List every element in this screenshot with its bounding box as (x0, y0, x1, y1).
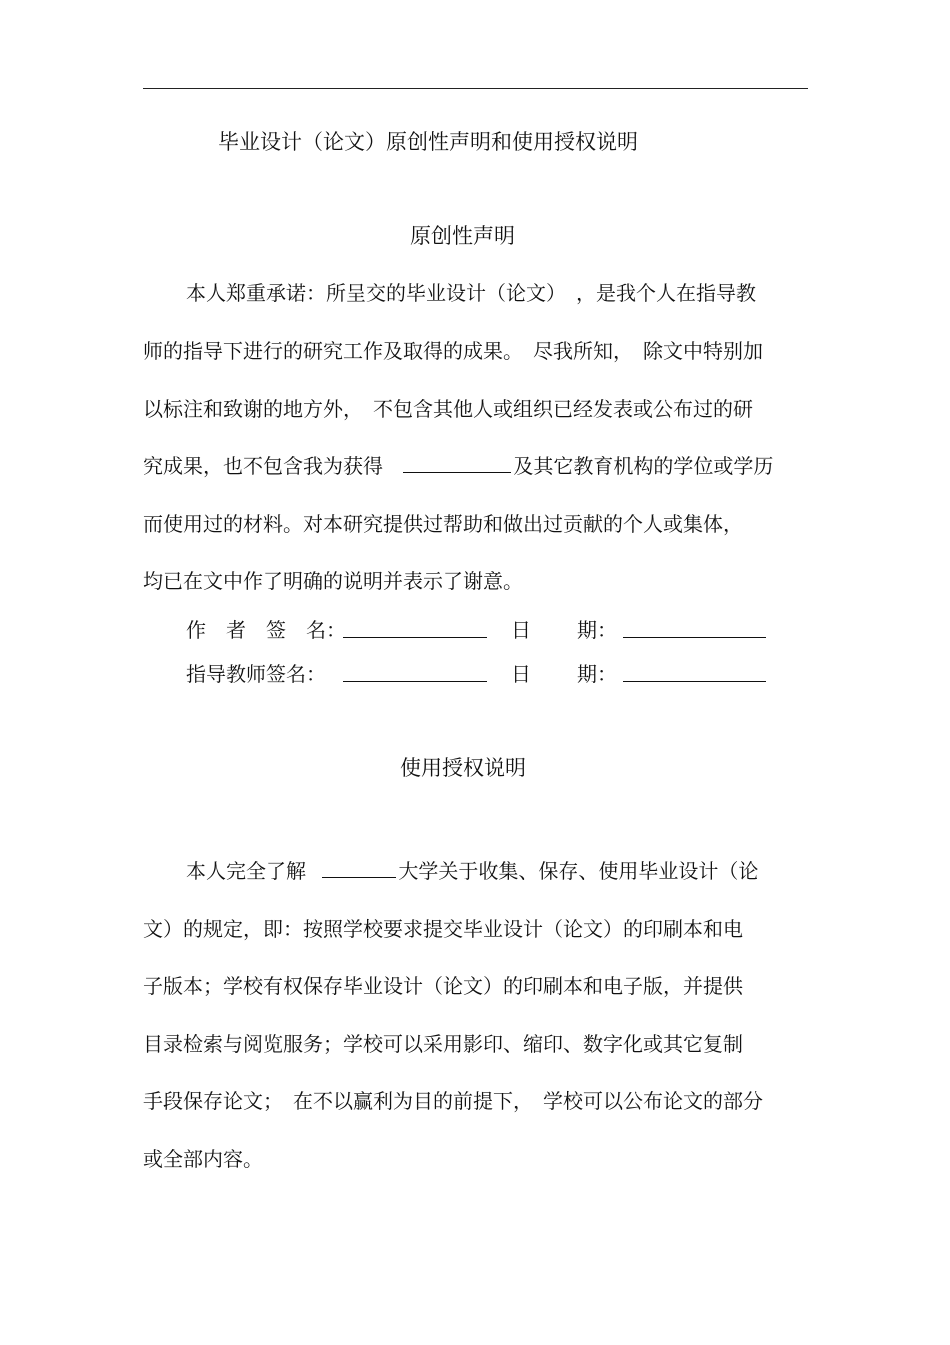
originality-line-3: 以标注和致谢的地方外， 不包含其他人或组织已经发表或公布过的研 (143, 397, 753, 421)
author-signature-label: 作 者 签 名： (186, 618, 346, 642)
authorization-line-2: 文）的规定，即：按照学校要求提交毕业设计（论文）的印刷本和电 (143, 917, 743, 941)
author-signature-line[interactable] (343, 637, 487, 638)
originality-line-6: 均已在文中作了明确的说明并表示了谢意。 (143, 569, 523, 593)
originality-line-1: 本人郑重承诺：所呈交的毕业设计（论文） ，是我个人在指导教 (186, 281, 756, 305)
university-blank (322, 859, 396, 878)
document-title: 毕业设计（论文）原创性声明和使用授权说明 (218, 130, 638, 154)
line4-before: 究成果，也不包含我为获得 (143, 454, 383, 478)
line4-after: 及其它教育机构的学位或学历 (513, 454, 774, 478)
degree-blank (403, 454, 511, 473)
advisor-date-label-b: 期： (577, 662, 617, 686)
auth-line1-after: 大学关于收集、保存、使用毕业设计（论 (398, 859, 759, 883)
author-date-line[interactable] (623, 637, 766, 638)
auth-line1-before: 本人完全了解 (186, 859, 306, 883)
authorization-line-5: 手段保存论文； 在不以赢利为目的前提下， 学校可以公布论文的部分 (143, 1089, 763, 1113)
author-date-label-b: 期： (577, 618, 617, 642)
author-date-label-a: 日 (511, 618, 531, 642)
advisor-signature-line[interactable] (343, 681, 487, 682)
authorization-heading: 使用授权说明 (400, 756, 526, 780)
advisor-date-line[interactable] (623, 681, 766, 682)
advisor-date-label-a: 日 (511, 662, 531, 686)
authorization-line-4: 目录检索与阅览服务；学校可以采用影印、缩印、数字化或其它复制 (143, 1032, 743, 1056)
authorization-line-6: 或全部内容。 (143, 1147, 263, 1171)
authorization-line-1 (186, 855, 758, 884)
header-rule (143, 88, 808, 89)
advisor-signature-label: 指导教师签名： (186, 662, 326, 686)
originality-line-5: 而使用过的材料。对本研究提供过帮助和做出过贡献的个人或集体， (143, 512, 743, 536)
originality-heading: 原创性声明 (410, 224, 515, 248)
originality-line-4 (143, 450, 773, 479)
originality-line-2: 师的指导下进行的研究工作及取得的成果。 尽我所知， 除文中特别加 (143, 339, 763, 363)
authorization-line-3: 子版本；学校有权保存毕业设计（论文）的印刷本和电子版，并提供 (143, 974, 743, 998)
